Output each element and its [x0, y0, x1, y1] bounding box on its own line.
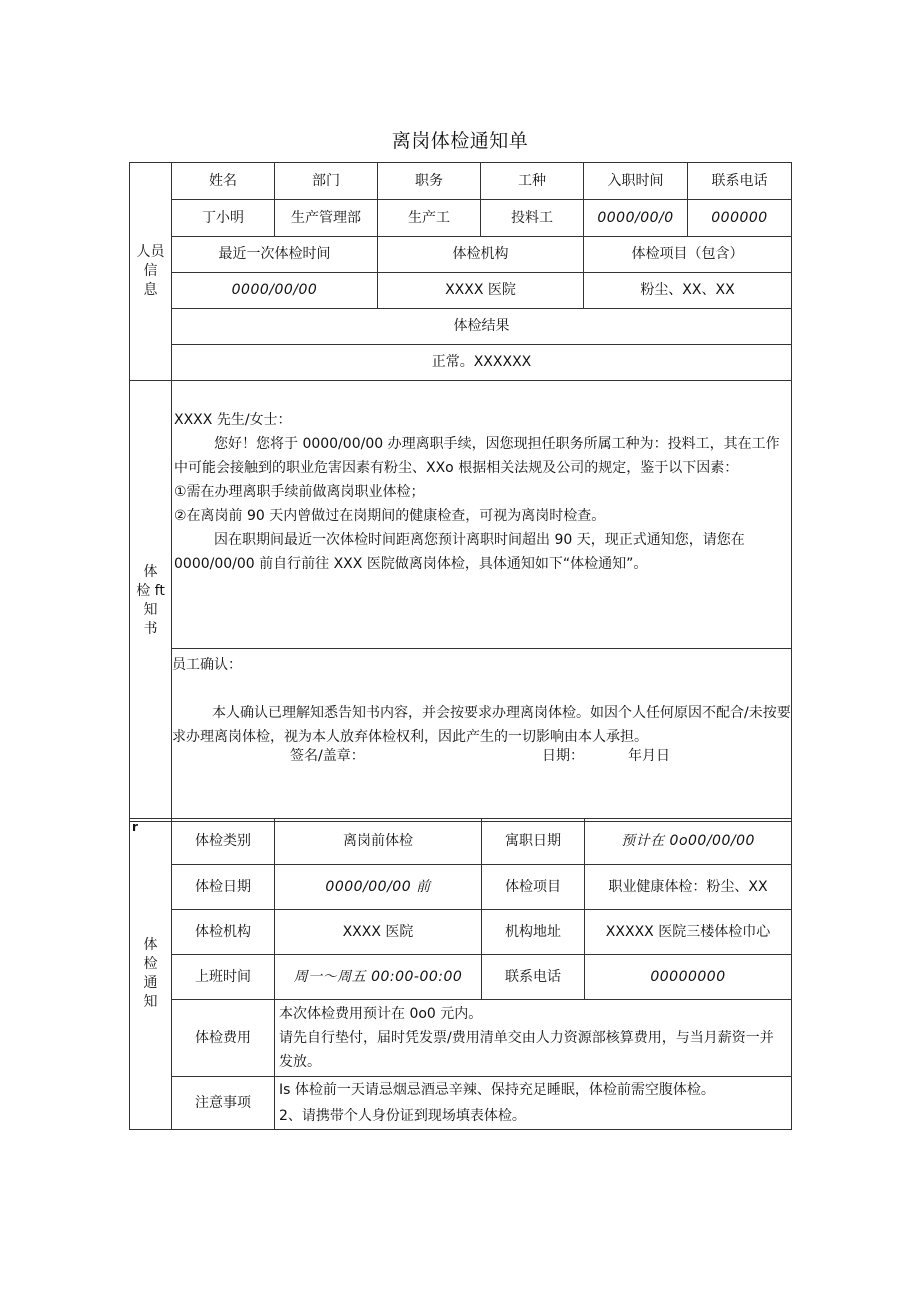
exam-notice-section-label: r 体 检 通 知: [130, 819, 172, 1130]
departure-date-label: 寓职日期: [482, 819, 585, 865]
header-department: 部门: [275, 163, 378, 200]
exam-fee-label: 体检费用: [172, 1000, 275, 1077]
notice-section-label: 体 检 ft 知 书: [130, 381, 172, 822]
notice-paragraph-2: 因在职期间最近一次体检时间距离您预计离职时间超出 90 天，现正式通知您，请您在 0000/00/00 前自行前往 XXX 医院做离岗体检，具体通知如下“体检通知”。: [174, 532, 745, 572]
signature-label: 签名/盖章：: [290, 748, 365, 764]
departure-date-value: 预计在 0o00/00/00: [585, 819, 792, 865]
exam-items-value: 职业健康体检：粉尘、XX: [585, 865, 792, 910]
value-name: 丁小明: [172, 200, 275, 237]
value-phone: 000000: [688, 200, 792, 237]
header-last-exam-time: 最近一次体检时间: [172, 237, 378, 273]
value-exam-institution: XXXX 医院: [378, 273, 584, 309]
exam-date-label: 体检日期: [172, 865, 275, 910]
header-name: 姓名: [172, 163, 275, 200]
value-exam-items: 粉尘、XX、XX: [584, 273, 792, 309]
exam-category-value: 离岗前体检: [275, 819, 482, 865]
date-label: 日期：: [542, 748, 584, 764]
notice-item-1: ①需在办理离职手续前做离岗职业体检；: [174, 484, 425, 500]
exam-items-label: 体检项目: [482, 865, 585, 910]
header-position: 职务: [378, 163, 481, 200]
confirmation-heading: 员工确认：: [172, 657, 242, 673]
value-position: 生产工: [378, 200, 481, 237]
notes-cell: [275, 1077, 792, 1130]
header-exam-result: 体检结果: [172, 309, 792, 345]
work-hours-label: 上班时间: [172, 955, 275, 1000]
confirmation-text: 本人确认已理解知悉告知书内容，并会按要求办理离岗体检。如因个人任何原因不配合/未按要求办理离岗体检，视为本人放弃体检权利，因此产生的一切影响由本人承担。: [172, 705, 791, 745]
contact-phone-value: 00000000: [585, 955, 792, 1000]
header-exam-institution: 体检机构: [378, 237, 584, 273]
notice-letter-cell: [172, 381, 792, 649]
value-job-type: 投料工: [481, 200, 584, 237]
header-phone: 联系电话: [688, 163, 792, 200]
page-title: 离岗体检通知单: [391, 130, 529, 152]
value-hire-date: 0000/00/0: [584, 200, 688, 237]
header-job-type: 工种: [481, 163, 584, 200]
exam-fee-line-1: 本次体检费用预计在 0o0 元内。: [279, 1006, 483, 1022]
exam-category-label: 体检类别: [172, 819, 275, 865]
notice-paragraph-1: 您好！您将于 0000/00/00 办理离职手续，因您现担任职务所属工种为：投料工，其在工作中可能会接触到的职业危害因素有粉尘、XXo 根据相关法规及公司的规定，鉴于以下因素：: [174, 436, 780, 476]
personnel-section-label: 人员 信 息: [130, 163, 172, 381]
header-hire-date: 入职时间: [584, 163, 688, 200]
exam-institution-label: 体检机构: [172, 910, 275, 955]
personnel-notice-table: [129, 162, 792, 822]
contact-phone-label: 联系电话: [482, 955, 585, 1000]
exam-date-value: 0000/00/00 前: [275, 865, 482, 910]
header-exam-items: 体检项目（包含）: [584, 237, 792, 273]
corner-mark: r: [132, 820, 138, 834]
exam-fee-cell: [275, 1000, 792, 1077]
exam-fee-line-2: 请先自行垫付，届时凭发票/费用清单交由人力资源部核算费用，与当月薪资一并发放。: [279, 1030, 774, 1070]
notes-label: 注意事项: [172, 1077, 275, 1130]
institution-address-label: 机构地址: [482, 910, 585, 955]
note-2: 2、请携带个人身份证到现场填表体检。: [279, 1108, 526, 1124]
employee-confirmation-cell: [172, 649, 792, 822]
note-1: Is 体检前一天请忌烟忌酒忌辛辣、保持充足睡眠，体检前需空腹体检。: [279, 1082, 715, 1098]
date-value: 年月日: [628, 748, 670, 764]
institution-address-value: XXXXX 医院三楼体检巾心: [585, 910, 792, 955]
value-department: 生产管理部: [275, 200, 378, 237]
exam-institution-value: XXXX 医院: [275, 910, 482, 955]
work-hours-value: 周一～周五 00:00-00:00: [275, 955, 482, 1000]
notice-item-2: ②在离岗前 90 天内曾做过在岗期间的健康检查，可视为离岗时检查。: [174, 508, 606, 524]
exam-notice-table: [129, 818, 792, 1130]
value-exam-result: 正常。XXXXXX: [172, 345, 792, 381]
value-last-exam-time: 0000/00/00: [172, 273, 378, 309]
notice-greeting: XXXX 先生/女士：: [174, 412, 292, 428]
